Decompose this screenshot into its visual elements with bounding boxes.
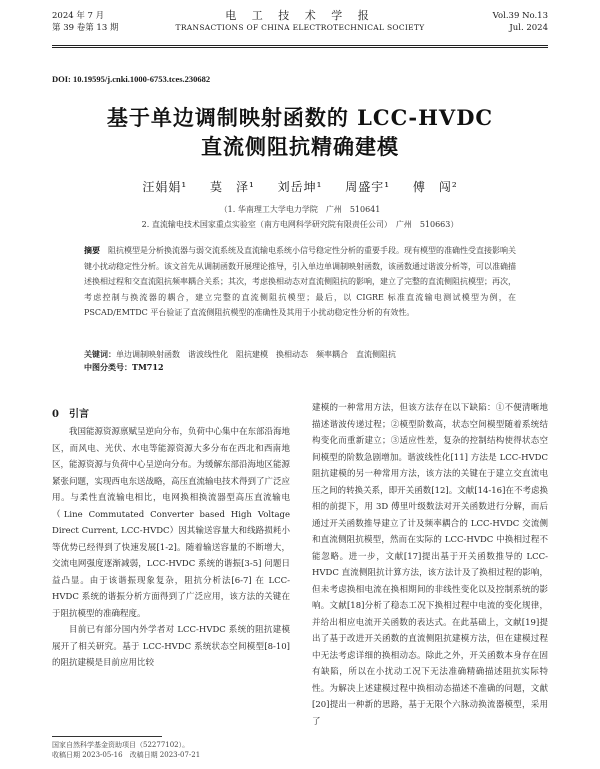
author: 周盛宇¹: [345, 180, 391, 194]
author: 刘岳坤¹: [277, 180, 323, 194]
affiliation-2: 2. 直流输电技术国家重点实验室（南方电网科学研究院有限责任公司） 广州 510663）: [141, 220, 459, 229]
header-right: [493, 10, 548, 34]
section-heading: 0 引言: [52, 409, 89, 420]
header-center: [52, 10, 548, 34]
paragraph: 我国能源资源禀赋呈逆向分布，负荷中心集中在东部沿海地区，而风电、光伏、水电等能源资源大多分布在西北和西南地区，能源资源与负荷中心呈逆向分布。为缓解东部沿海地区能源紧张问题，实现西电东送战略，高压直流输电技术得到了广泛应用。与柔性直流输电相比，电网换相换流器型高压直流输电（Line Commutated Converter based High Voltage Direct Current, LCC-HVDC）因其输送容量大和线路损耗小等优势已经得到了快速发展[1-2]。随着输送容量的不断增大，交流电网强度逐渐减弱，LCC-HVDC 系统的谐振[3-5] 问题日益凸显。由于该谐振现象复杂，阻抗分析法[6-7] 在 LCC-HVDC 系统的谐振分析方面得到了广泛应用，该方法的关键在于阻抗模型的准确程度。: [52, 427, 291, 619]
header-rule: [52, 45, 548, 46]
right-column: [312, 400, 548, 730]
header-rule-thin: [52, 47, 548, 48]
header-volume: Vol.39 No.13: [492, 11, 548, 21]
title-line-2: 直流侧阻抗精确建模: [201, 134, 399, 159]
footnote-dates: 收稿日期 2023-05-16 改稿日期 2023-07-21: [52, 751, 201, 759]
doi[interactable]: DOI: 10.19595/j.cnki.1000-6753.tces.230682: [52, 74, 211, 84]
abstract: [84, 243, 516, 321]
author: 莫 泽¹: [209, 180, 255, 194]
journal-name-cn: 电 工 技 术 学 报: [225, 9, 375, 22]
author: 傅 闯²: [412, 180, 458, 194]
keywords-text: 单边调制映射函数 谐波线性化 阻抗建模 换相动态 频率耦合 直流侧阻抗: [116, 350, 396, 359]
paragraph: 目前已有部分国内外学者对 LCC-HVDC 系统的阻抗建模展开了相关研究。基于 LCC-HVDC 系统状态空间模型[8-10] 的阻抗建模是目前应用比较: [52, 625, 290, 668]
keywords: [84, 347, 516, 362]
author-list: [52, 178, 548, 195]
clc-number: 中图分类号：TM712: [84, 362, 164, 372]
footnote-funding: 国家自然科学基金资助项目（52277102）。: [52, 741, 190, 749]
paragraph: 建模的一种常用方法，但该方法存在以下缺陷：①不便清晰地描述谐波传递过程；②模型阶数高，状态空间模型随着系统结构变化而重新建立；③适应性差，复杂的控制结构使得状态空间模型的阶数急剧增加。谐波线性化[11] 方法是 LCC-HVDC 阻抗建模的另一种常用方法，该方法的关键在于建立交直流电压之间的转换关系，即开关函数[12]。文献[14-16]在不考虑换相的前提下，用 3D 傅里叶级数法对开关函数进行分解，而后通过开关函数推导建立了计及频率耦合的 LCC-HVDC 交流侧和直流侧阻抗模型，然而在实际的 LCC-HVDC 中换相过程不能忽略。进一步，文献[17]提出基于开关函数推导的 LCC-HVDC 直流侧阻抗计算方法，该方法计及了换相过程的影响，但未考虑换相电流在换相期间的非线性变化以及控制系统的影响。文献[18]分析了稳态工况下换相过程中电流的变化规律，并给出相应电流开关函数的表达式。在此基础上，文献[19]提出了基于改进开关函数的直流侧阻抗建模方法，但在建模过程中无法考虑详细的换相动态。除此之外，开关函数本身存在固有缺陷，所以在小扰动工况下无法准确精确描述阻抗实际特性。为解决上述建模过程中换相动态描述不准确的问题，文献[20]提出一种新的思路，基于无限个六脉动换流器模型，采用了: [312, 403, 548, 727]
keywords-label: 关键词：: [84, 349, 116, 359]
running-header: [52, 10, 548, 46]
footnote-rule: [52, 736, 162, 737]
header-date: 2024 年 7 月: [52, 11, 105, 21]
left-column: [52, 424, 290, 672]
author: 汪娟娟¹: [142, 180, 188, 194]
header-issue: 第 39 卷第 13 期: [52, 23, 119, 33]
header-month: Jul. 2024: [509, 23, 548, 33]
title-line-1: 基于单边调制映射函数的 LCC-HVDC: [106, 105, 494, 130]
footnote: [52, 740, 200, 760]
abstract-text: 阻抗模型是分析换流器与弱交流系统及直流输电系统小信号稳定性分析的重要手段。现有模型的准确性受直接影响关键小扰动稳定性分析。该文首先从调制函数开展理论推导，引入单边单调制映射函数，该函数通过谐波分析等，可以准确描述换相过程和交直流阻抗频率耦合关系；其次，考虑换相动态对直流侧阻抗的影响，建立了完整的直流侧阻抗模型；再次，考虑控制与换流器的耦合，建立完整的直流侧阻抗模型；最后，以 CIGRE 标准直流输电测试模型为例，在 PSCAD/EMTDC 平台验证了直流侧阻抗模型的准确性及其用于小扰动稳定性分析的有效性。: [84, 246, 516, 317]
affiliation-1: （1. 华南理工大学电力学院 广州 510641: [219, 205, 381, 214]
journal-name-en: TRANSACTIONS OF CHINA ELECTROTECHNICAL SOCIETY: [175, 23, 425, 32]
abstract-label: 摘要: [84, 245, 100, 255]
